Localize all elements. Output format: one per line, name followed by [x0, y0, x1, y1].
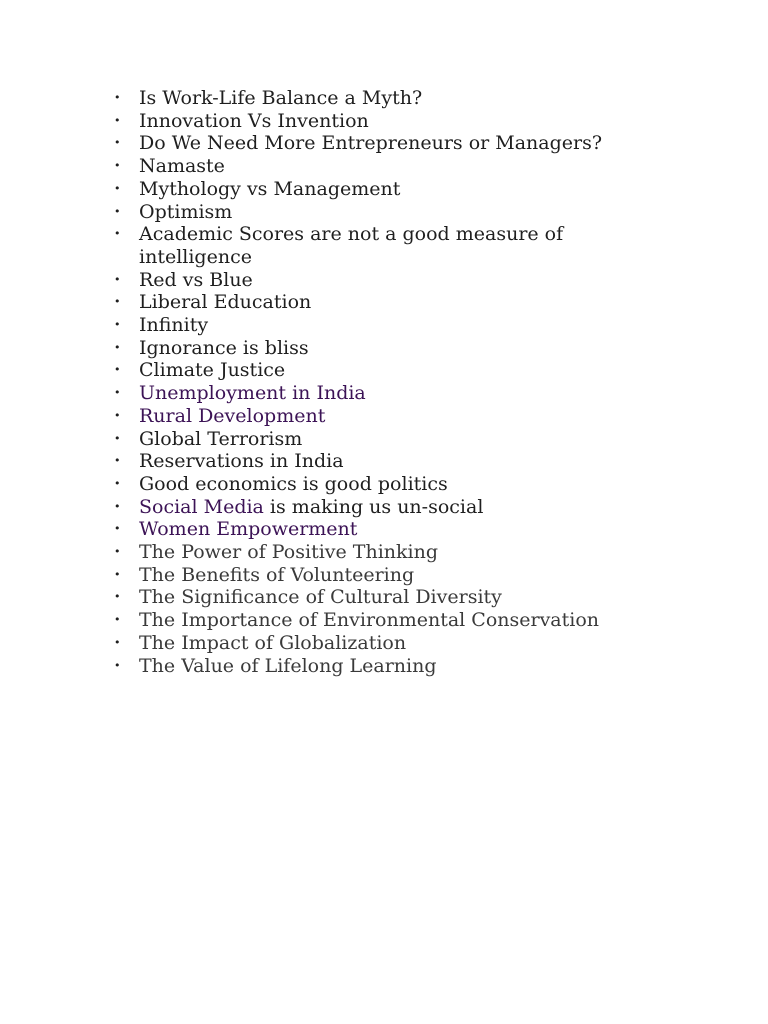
- bullet-icon: •: [114, 613, 121, 627]
- list-item: [112, 496, 672, 519]
- topic-text: Reservations in India: [139, 450, 344, 473]
- bullet-icon: •: [114, 499, 121, 513]
- list-item: [112, 201, 672, 224]
- list-item: [112, 223, 672, 268]
- bullet-icon: •: [114, 431, 121, 445]
- topic-text: The Value of Lifelong Learning: [139, 654, 437, 677]
- list-item: [112, 405, 672, 428]
- topic-text: Academic Scores are not a good measure of intelligence: [139, 223, 564, 268]
- topic-text: Good economics is good politics: [139, 472, 448, 495]
- topic-text: Climate Justice: [139, 359, 286, 382]
- list-item: [112, 586, 672, 609]
- topic-text: Liberal Education: [139, 291, 312, 314]
- list-item: [112, 314, 672, 337]
- topic-text: Is Work-Life Balance a Myth?: [139, 87, 423, 109]
- topic-text: The Benefits of Volunteering: [139, 563, 415, 586]
- list-item: [112, 428, 672, 451]
- bullet-icon: •: [114, 590, 121, 604]
- topic-text: Ignorance is bliss: [139, 336, 309, 359]
- bullet-icon: •: [114, 91, 121, 104]
- list-item: [112, 155, 672, 178]
- bullet-icon: •: [114, 159, 121, 173]
- list-item: [112, 541, 672, 564]
- bullet-icon: •: [114, 204, 121, 218]
- bullet-icon: •: [114, 476, 121, 490]
- topic-text: Mythology vs Management: [139, 177, 401, 200]
- topic-text: Optimism: [139, 200, 233, 223]
- topic-link[interactable]: Unemployment in India: [139, 382, 366, 405]
- topic-text: Infinity: [139, 314, 209, 337]
- topic-text: The Importance of Environmental Conservation: [139, 609, 600, 632]
- bullet-icon: •: [114, 113, 121, 127]
- topic-text: Namaste: [139, 155, 225, 178]
- bullet-icon: •: [114, 658, 121, 672]
- list-item: [112, 655, 672, 678]
- topic-link[interactable]: Rural Development: [139, 404, 326, 427]
- bullet-icon: •: [114, 136, 121, 150]
- bullet-icon: •: [114, 363, 121, 377]
- topic-text: Innovation Vs Invention: [139, 109, 369, 132]
- list-item: [112, 564, 672, 587]
- topic-text: Red vs Blue: [139, 268, 253, 291]
- list-item: [112, 291, 672, 314]
- bullet-icon: •: [114, 340, 121, 354]
- list-item: [112, 450, 672, 473]
- topic-text: is making us un-social: [263, 495, 484, 518]
- bullet-icon: •: [114, 567, 121, 581]
- bullet-icon: •: [114, 635, 121, 649]
- bullet-icon: •: [114, 181, 121, 195]
- bullet-icon: •: [114, 454, 121, 468]
- bullet-icon: •: [114, 522, 121, 536]
- list-item: [112, 359, 672, 382]
- list-item: [112, 518, 672, 541]
- list-item: [112, 382, 672, 405]
- bullet-icon: •: [114, 386, 121, 400]
- topic-text: Global Terrorism: [139, 427, 303, 450]
- list-item: [112, 132, 672, 155]
- bullet-icon: •: [114, 408, 121, 422]
- bullet-icon: •: [114, 227, 121, 241]
- topic-text: Do We Need More Entrepreneurs or Managers?: [139, 132, 603, 155]
- list-item: [112, 609, 672, 632]
- bullet-icon: •: [114, 295, 121, 309]
- topic-text: The Power of Positive Thinking: [139, 541, 439, 564]
- bullet-icon: •: [114, 318, 121, 332]
- list-item: [112, 269, 672, 292]
- topic-list: [112, 87, 672, 677]
- list-item: [112, 337, 672, 360]
- topic-link[interactable]: Women Empowerment: [139, 518, 358, 541]
- topic-text: The Impact of Globalization: [139, 631, 407, 654]
- list-item: [112, 473, 672, 496]
- bullet-icon: •: [114, 545, 121, 559]
- list-item: [112, 632, 672, 655]
- list-item: [112, 178, 672, 201]
- list-item: [112, 110, 672, 133]
- topic-text: The Significance of Cultural Diversity: [139, 586, 502, 609]
- topic-link[interactable]: Social Media: [139, 495, 264, 518]
- list-item: [112, 87, 672, 110]
- bullet-icon: •: [114, 272, 121, 286]
